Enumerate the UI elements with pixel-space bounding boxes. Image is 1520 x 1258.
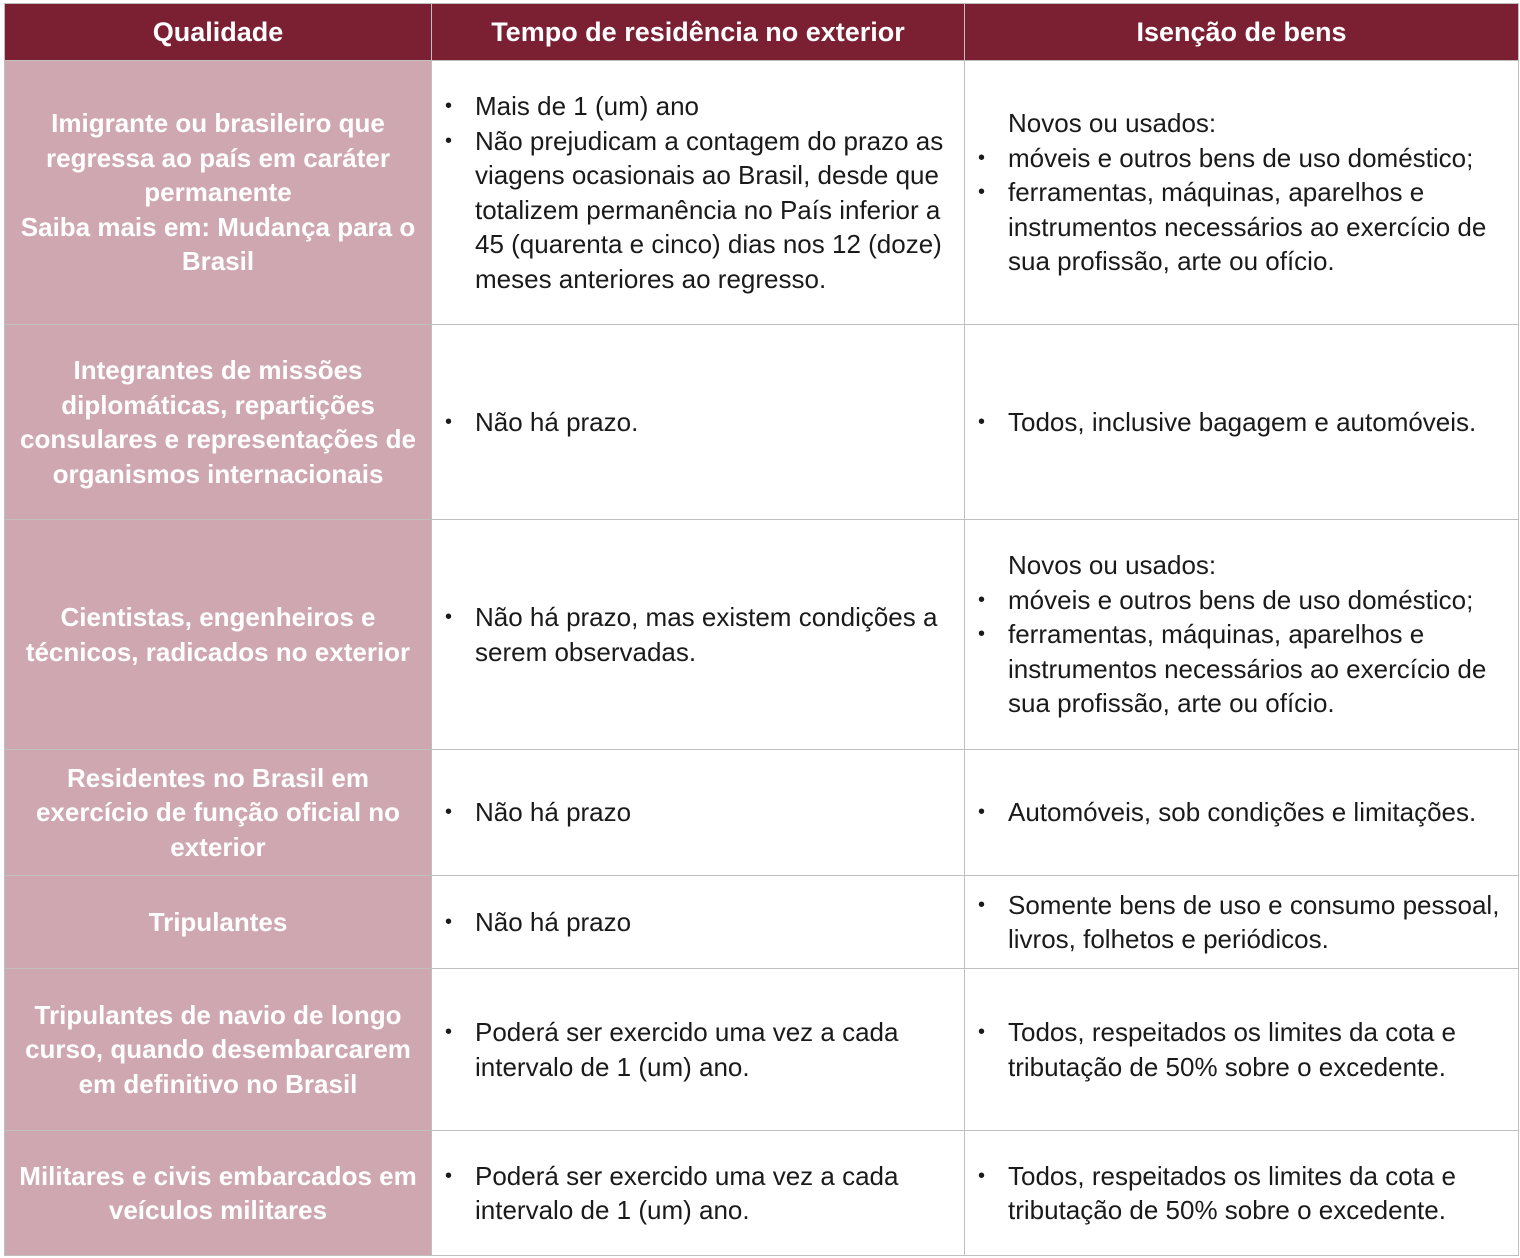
list-item: • ferramentas, máquinas, aparelhos e instrumentos necessários ao exercício de sua profissão, arte ou ofício.: [965, 617, 1502, 721]
quality-text: Tripulantes de navio de longo curso, quando desembarcarem em definitivo no Brasil: [25, 999, 411, 1099]
residence-time-list: [432, 405, 948, 440]
goods-list: [965, 405, 1502, 440]
residence-time-cell: [432, 1131, 965, 1256]
list-item: • móveis e outros bens de uso doméstico;: [965, 583, 1502, 618]
exemption-table: [4, 3, 1519, 1256]
table-row: [5, 969, 1519, 1131]
residence-time-list: [432, 905, 948, 940]
residence-time-cell: [432, 876, 965, 969]
goods-list: [965, 1159, 1502, 1228]
list-item: • Poderá ser exercido uma vez a cada intervalo de 1 (um) ano.: [432, 1015, 948, 1084]
goods-cell: [965, 969, 1519, 1131]
goods-list: [965, 141, 1502, 279]
residence-time-cell: [432, 520, 965, 750]
header-goods-exemption: Isenção de bens: [965, 4, 1519, 61]
table-row: [5, 750, 1519, 876]
quality-cell: [5, 325, 432, 520]
goods-cell: [965, 750, 1519, 876]
goods-cell: [965, 520, 1519, 750]
list-item: • móveis e outros bens de uso doméstico;: [965, 141, 1502, 176]
list-item: • Todos, respeitados os limites da cota e tributação de 50% sobre o excedente.: [965, 1159, 1502, 1228]
quality-text: Residentes no Brasil em exercício de função oficial no exterior: [35, 762, 401, 862]
goods-list: [965, 888, 1502, 957]
residence-time-list: [432, 795, 948, 830]
goods-cell: [965, 325, 1519, 520]
learn-more-link[interactable]: Saiba mais em: Mudança para o Brasil: [20, 211, 416, 277]
goods-list: [965, 583, 1502, 721]
list-item: • ferramentas, máquinas, aparelhos e instrumentos necessários ao exercício de sua profissão, arte ou ofício.: [965, 175, 1502, 279]
list-item: • Automóveis, sob condições e limitações.: [965, 795, 1502, 830]
quality-text: Imigrante ou brasileiro que regressa ao país em caráter permanente: [46, 108, 390, 208]
list-item: • Poderá ser exercido uma vez a cada intervalo de 1 (um) ano.: [432, 1159, 948, 1228]
residence-time-list: [432, 89, 948, 296]
list-item: • Todos, inclusive bagagem e automóveis.: [965, 405, 1502, 440]
residence-time-cell: [432, 61, 965, 325]
table-row: [5, 520, 1519, 750]
goods-cell: [965, 61, 1519, 325]
header-row: [5, 4, 1519, 61]
list-item: • Não há prazo, mas existem condições a serem observadas.: [432, 600, 948, 669]
table-row: [5, 325, 1519, 520]
list-item: • Não prejudicam a contagem do prazo as viagens ocasionais ao Brasil, desde que totalizem permanência no País inferior a 45 (quarenta e cinco) dias nos 12 (doze) meses anteriores ao regresso.: [432, 124, 948, 297]
goods-lead: Novos ou usados:: [1008, 108, 1217, 139]
quality-text: Militares e civis embarcados em veículos militares: [19, 1160, 417, 1225]
goods-list: [965, 1015, 1502, 1084]
table-row: [5, 61, 1519, 325]
list-item: • Mais de 1 (um) ano: [432, 89, 948, 124]
list-item: • Não há prazo: [432, 905, 948, 940]
list-item: • Somente bens de uso e consumo pessoal, livros, folhetos e periódicos.: [965, 888, 1502, 957]
residence-time-cell: [432, 325, 965, 520]
header-quality: Qualidade: [5, 4, 432, 61]
header-residence-time: Tempo de residência no exterior: [432, 4, 965, 61]
goods-list: [965, 795, 1502, 830]
list-item: • Não há prazo.: [432, 405, 948, 440]
list-item: • Todos, respeitados os limites da cota e tributação de 50% sobre o excedente.: [965, 1015, 1502, 1084]
table-row: [5, 1131, 1519, 1256]
quality-text: Tripulantes: [148, 906, 288, 937]
residence-time-cell: [432, 969, 965, 1131]
quality-cell: [5, 876, 432, 969]
residence-time-list: [432, 1015, 948, 1084]
quality-cell: [5, 750, 432, 876]
quality-cell: [5, 520, 432, 750]
quality-text: Cientistas, engenheiros e técnicos, radicados no exterior: [25, 602, 411, 667]
quality-cell: [5, 969, 432, 1131]
quality-cell: [5, 61, 432, 325]
table-row: [5, 876, 1519, 969]
residence-time-cell: [432, 750, 965, 876]
quality-cell: [5, 1131, 432, 1256]
residence-time-list: [432, 1159, 948, 1228]
goods-lead: Novos ou usados:: [1008, 550, 1217, 581]
list-item: • Não há prazo: [432, 795, 948, 830]
residence-time-list: [432, 600, 948, 669]
goods-cell: [965, 1131, 1519, 1256]
goods-cell: [965, 876, 1519, 969]
quality-text: Integrantes de missões diplomáticas, repartições consulares e representações de organismos internacionais: [20, 355, 416, 489]
